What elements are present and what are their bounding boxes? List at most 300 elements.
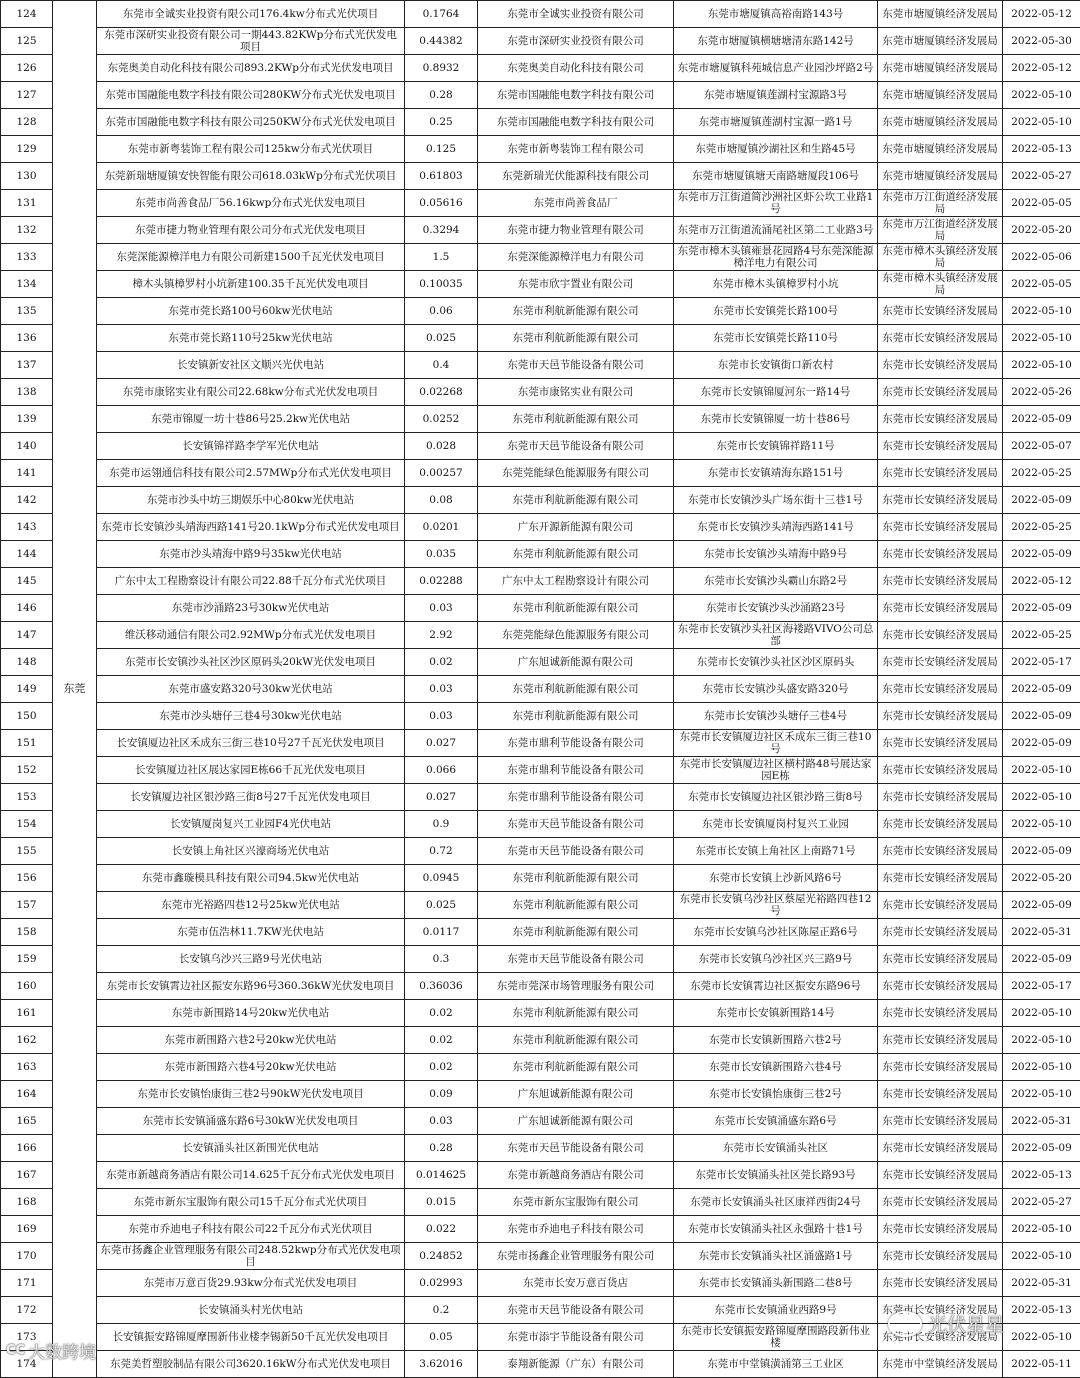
capacity-cell: 0.00257 [405, 460, 478, 487]
project-name-cell: 长安镇厦边社区禾成东三街三巷10号27千瓦光伏发电项目 [97, 730, 405, 757]
date-cell: 2022-05-26 [1003, 379, 1080, 406]
company-cell: 东莞市利航新能源有限公司 [478, 1000, 674, 1027]
project-name-cell: 东莞市沙头靖海中路9号35kw光伏电站 [97, 541, 405, 568]
project-name-cell: 东莞市运翎通信科技有限公司2.57MWp分布式光伏发电项目 [97, 460, 405, 487]
address-cell: 东莞市长安镇新围路六巷4号 [674, 1054, 878, 1081]
table-row [1, 298, 1080, 325]
department-cell: 东莞市万江街道经济发展局 [878, 217, 1003, 244]
capacity-cell: 0.36036 [405, 973, 478, 1000]
capacity-cell: 0.3294 [405, 217, 478, 244]
address-cell: 东莞市长安镇沙头社区海褛路VIVO公司总部 [674, 622, 878, 649]
company-cell: 东莞奥美自动化科技有限公司 [478, 55, 674, 82]
address-cell: 东莞市长安镇乌沙社区陈屋正路6号 [674, 919, 878, 946]
row-number-cell: 170 [1, 1243, 53, 1270]
project-name-cell: 东莞奥美自动化科技有限公司893.2KWp分布式光伏发电项目 [97, 55, 405, 82]
row-number-cell: 144 [1, 541, 53, 568]
date-cell: 2022-05-05 [1003, 190, 1080, 217]
table-row [1, 892, 1080, 919]
address-cell: 东莞市长安镇厦边社区银沙路三街8号 [674, 784, 878, 811]
department-cell: 东莞市长安镇经济发展局 [878, 514, 1003, 541]
department-cell: 东莞市塘厦镇经济发展局 [878, 136, 1003, 163]
address-cell: 东莞市长安镇厦岗村复兴工业园 [674, 811, 878, 838]
project-name-cell: 长安镇新安社区文顺兴光伏电站 [97, 352, 405, 379]
table-row [1, 1351, 1080, 1378]
table-row [1, 1000, 1080, 1027]
company-cell: 东莞市欣宇置业有限公司 [478, 271, 674, 298]
department-cell: 东莞市长安镇经济发展局 [878, 379, 1003, 406]
address-cell: 东莞市樟木头镇樟罗村小坑 [674, 271, 878, 298]
project-name-cell: 东莞市全诚实业投资有限公司176.4kw分布式光伏项目 [97, 1, 405, 28]
capacity-cell: 0.05616 [405, 190, 478, 217]
table-row [1, 838, 1080, 865]
department-cell: 东莞市长安镇经济发展局 [878, 1027, 1003, 1054]
row-number-cell: 143 [1, 514, 53, 541]
row-number-cell: 172 [1, 1297, 53, 1324]
capacity-cell: 0.02 [405, 1027, 478, 1054]
city-cell: 东莞 [53, 1, 97, 1378]
capacity-cell: 0.02993 [405, 1270, 478, 1297]
capacity-cell: 0.2 [405, 1297, 478, 1324]
address-cell: 东莞市樟木头镇雍景花园路4号东莞深能源樟洋电力有限公司 [674, 244, 878, 271]
department-cell: 东莞市长安镇经济发展局 [878, 1054, 1003, 1081]
date-cell: 2022-05-10 [1003, 784, 1080, 811]
table-row [1, 1270, 1080, 1297]
date-cell: 2022-05-12 [1003, 1, 1080, 28]
address-cell: 东莞市长安镇沙头塘仔三巷4号 [674, 703, 878, 730]
project-name-cell: 维沃移动通信有限公司2.92MWp分布式光伏发电项目 [97, 622, 405, 649]
address-cell: 东莞市长安镇涌头新围路二巷8号 [674, 1270, 878, 1297]
date-cell: 2022-05-10 [1003, 1081, 1080, 1108]
address-cell: 东莞市长安镇涌盛东路6号 [674, 1108, 878, 1135]
table-row [1, 352, 1080, 379]
capacity-cell: 0.0252 [405, 406, 478, 433]
capacity-cell: 0.02268 [405, 379, 478, 406]
date-cell: 2022-05-09 [1003, 838, 1080, 865]
capacity-cell: 0.28 [405, 82, 478, 109]
department-cell: 东莞市长安镇经济发展局 [878, 595, 1003, 622]
date-cell: 2022-05-09 [1003, 730, 1080, 757]
date-cell: 2022-05-12 [1003, 568, 1080, 595]
project-name-cell: 东莞市康铭实业有限公司22.68kw分布式光伏发电项目 [97, 379, 405, 406]
address-cell: 东莞市长安镇涌头社区永强路十巷1号 [674, 1216, 878, 1243]
address-cell: 东莞市长安镇锦厦一坊十巷86号 [674, 406, 878, 433]
capacity-cell: 0.02288 [405, 568, 478, 595]
address-cell: 东莞市长安镇涌头社区 [674, 1135, 878, 1162]
project-name-cell: 长安镇涌头村光伏电站 [97, 1297, 405, 1324]
date-cell: 2022-05-11 [1003, 1351, 1080, 1378]
watermark-right [888, 1310, 1004, 1337]
project-name-cell: 东莞美哲塑胶制品有限公司3620.16kW分布式光伏发电项目 [97, 1351, 405, 1378]
date-cell: 2022-05-30 [1003, 28, 1080, 55]
address-cell: 东莞市中堂镇潢涌第三工业区 [674, 1351, 878, 1378]
department-cell: 东莞市长安镇经济发展局 [878, 811, 1003, 838]
department-cell: 东莞市长安镇经济发展局 [878, 433, 1003, 460]
department-cell: 东莞市长安镇经济发展局 [878, 973, 1003, 1000]
company-cell: 东莞市利航新能源有限公司 [478, 1027, 674, 1054]
capacity-cell: 3.62016 [405, 1351, 478, 1378]
table-row [1, 28, 1080, 55]
department-cell: 东莞市长安镇经济发展局 [878, 1270, 1003, 1297]
date-cell: 2022-05-17 [1003, 649, 1080, 676]
department-cell: 东莞市长安镇经济发展局 [878, 730, 1003, 757]
project-name-cell: 长安镇锦祥路李学军光伏电站 [97, 433, 405, 460]
address-cell: 东莞市长安镇厦边社区禾成东三街三巷10号 [674, 730, 878, 757]
capacity-cell: 0.1764 [405, 1, 478, 28]
date-cell: 2022-05-10 [1003, 82, 1080, 109]
company-cell: 东莞市利航新能源有限公司 [478, 676, 674, 703]
row-number-cell: 128 [1, 109, 53, 136]
address-cell: 东莞市长安镇莞长路110号 [674, 325, 878, 352]
address-cell: 东莞市长安镇街口新农村 [674, 352, 878, 379]
date-cell: 2022-05-25 [1003, 622, 1080, 649]
row-number-cell: 139 [1, 406, 53, 433]
address-cell: 东莞市长安镇靖海东路151号 [674, 460, 878, 487]
date-cell: 2022-05-09 [1003, 676, 1080, 703]
table-row [1, 460, 1080, 487]
company-cell: 东莞市天邑节能设备有限公司 [478, 946, 674, 973]
capacity-cell: 0.44382 [405, 28, 478, 55]
company-cell: 广东旭诚新能源有限公司 [478, 649, 674, 676]
department-cell: 东莞市长安镇经济发展局 [878, 325, 1003, 352]
address-cell: 东莞市长安镇锦厦河东一路14号 [674, 379, 878, 406]
row-number-cell: 171 [1, 1270, 53, 1297]
table-row [1, 244, 1080, 271]
capacity-cell: 0.028 [405, 433, 478, 460]
date-cell: 2022-05-09 [1003, 595, 1080, 622]
address-cell: 东莞市长安镇涌业西路9号 [674, 1297, 878, 1324]
department-cell: 东莞市长安镇经济发展局 [878, 757, 1003, 784]
table-row [1, 109, 1080, 136]
date-cell: 2022-05-27 [1003, 163, 1080, 190]
department-cell: 东莞市长安镇经济发展局 [878, 1135, 1003, 1162]
watermark-left [6, 1338, 96, 1363]
department-cell: 东莞市长安镇经济发展局 [878, 865, 1003, 892]
department-cell: 东莞市长安镇经济发展局 [878, 1216, 1003, 1243]
row-number-cell: 127 [1, 82, 53, 109]
date-cell: 2022-05-10 [1003, 1216, 1080, 1243]
capacity-cell: 2.92 [405, 622, 478, 649]
address-cell: 东莞市长安镇沙头广场东街十三巷1号 [674, 487, 878, 514]
date-cell: 2022-05-10 [1003, 1054, 1080, 1081]
company-cell: 东莞市天邑节能设备有限公司 [478, 352, 674, 379]
company-cell: 东莞深能源樟洋电力有限公司 [478, 244, 674, 271]
row-number-cell: 147 [1, 622, 53, 649]
department-cell: 东莞市塘厦镇经济发展局 [878, 109, 1003, 136]
company-cell: 广东旭诚新能源有限公司 [478, 1108, 674, 1135]
address-cell: 东莞市长安镇涌头社区康祥西街24号 [674, 1189, 878, 1216]
company-cell: 东莞市鼎利节能设备有限公司 [478, 730, 674, 757]
date-cell: 2022-05-06 [1003, 244, 1080, 271]
row-number-cell: 130 [1, 163, 53, 190]
table-row [1, 487, 1080, 514]
company-cell: 东莞市捷力物业管理有限公司 [478, 217, 674, 244]
company-cell: 东莞市利航新能源有限公司 [478, 919, 674, 946]
row-number-cell: 166 [1, 1135, 53, 1162]
table-row [1, 1, 1080, 28]
date-cell: 2022-05-10 [1003, 757, 1080, 784]
company-cell: 东莞市乔迪电子科技有限公司 [478, 1216, 674, 1243]
project-name-cell: 长安镇上角社区兴濠商场光伏电站 [97, 838, 405, 865]
date-cell: 2022-05-10 [1003, 325, 1080, 352]
table-row [1, 190, 1080, 217]
project-name-cell: 东莞市万意百货29.93kw分布式光伏发电项目 [97, 1270, 405, 1297]
company-cell: 东莞市天邑节能设备有限公司 [478, 1297, 674, 1324]
row-number-cell: 168 [1, 1189, 53, 1216]
project-name-cell: 东莞市盛安路320号30kw光伏电站 [97, 676, 405, 703]
department-cell: 东莞市长安镇经济发展局 [878, 298, 1003, 325]
date-cell: 2022-05-20 [1003, 865, 1080, 892]
table-row [1, 730, 1080, 757]
capacity-cell: 0.035 [405, 541, 478, 568]
table-row [1, 1054, 1080, 1081]
row-number-cell: 148 [1, 649, 53, 676]
date-cell: 2022-05-10 [1003, 109, 1080, 136]
capacity-cell: 0.027 [405, 730, 478, 757]
company-cell: 东莞市国融能电数字科技有限公司 [478, 82, 674, 109]
table-row [1, 946, 1080, 973]
company-cell: 广东开源新能源有限公司 [478, 514, 674, 541]
project-name-cell: 东莞市沙头塘仔三巷4号30kw光伏电站 [97, 703, 405, 730]
company-cell: 东莞市天邑节能设备有限公司 [478, 1135, 674, 1162]
row-number-cell: 164 [1, 1081, 53, 1108]
date-cell: 2022-05-09 [1003, 487, 1080, 514]
project-name-cell: 东莞市国融能电数字科技有限公司250KW分布式光伏发电项目 [97, 109, 405, 136]
watermark-right-text: 光伏星星 [928, 1310, 1004, 1337]
table-row [1, 55, 1080, 82]
date-cell: 2022-05-09 [1003, 703, 1080, 730]
company-cell: 东莞市利航新能源有限公司 [478, 865, 674, 892]
row-number-cell: 133 [1, 244, 53, 271]
address-cell: 东莞市长安镇新围路14号 [674, 1000, 878, 1027]
company-cell: 东莞莞能绿色能源服务有限公司 [478, 460, 674, 487]
capacity-cell: 0.02 [405, 1000, 478, 1027]
project-name-cell: 长安镇乌沙兴三路9号光伏电站 [97, 946, 405, 973]
table-row [1, 136, 1080, 163]
date-cell: 2022-05-13 [1003, 1297, 1080, 1324]
table-row [1, 784, 1080, 811]
capacity-cell: 0.0117 [405, 919, 478, 946]
table-row [1, 595, 1080, 622]
department-cell: 东莞市长安镇经济发展局 [878, 703, 1003, 730]
company-cell: 东莞市鼎利节能设备有限公司 [478, 757, 674, 784]
chat-bubble-icon [888, 1311, 922, 1337]
address-cell: 东莞市长安镇怡康街三巷2号 [674, 1081, 878, 1108]
company-cell: 东莞市康铭实业有限公司 [478, 379, 674, 406]
capacity-cell: 0.03 [405, 703, 478, 730]
project-name-cell: 东莞市扬鑫企业管理服务有限公司248.52kwp分布式光伏发电项目 [97, 1243, 405, 1270]
capacity-cell: 0.06 [405, 298, 478, 325]
row-number-cell: 125 [1, 28, 53, 55]
address-cell: 东莞市长安镇涌头社区涌盛路1号 [674, 1243, 878, 1270]
address-cell: 东莞市塘厦镇横塘塘清东路142号 [674, 28, 878, 55]
project-name-cell: 东莞市莞长路100号60kw光伏电站 [97, 298, 405, 325]
row-number-cell: 138 [1, 379, 53, 406]
department-cell: 东莞市长安镇经济发展局 [878, 1081, 1003, 1108]
table-row [1, 622, 1080, 649]
company-cell: 广东旭诚新能源有限公司 [478, 1081, 674, 1108]
table-row [1, 163, 1080, 190]
row-number-cell: 156 [1, 865, 53, 892]
date-cell: 2022-05-31 [1003, 1108, 1080, 1135]
company-cell: 东莞莞能绿色能源服务有限公司 [478, 622, 674, 649]
address-cell: 东莞市塘厦镇沙湖社区和生路45号 [674, 136, 878, 163]
department-cell: 东莞市塘厦镇经济发展局 [878, 163, 1003, 190]
company-cell: 东莞市利航新能源有限公司 [478, 595, 674, 622]
company-cell: 东莞市天邑节能设备有限公司 [478, 433, 674, 460]
table-row [1, 703, 1080, 730]
date-cell: 2022-05-25 [1003, 460, 1080, 487]
table-row [1, 514, 1080, 541]
row-number-cell: 155 [1, 838, 53, 865]
department-cell: 东莞市长安镇经济发展局 [878, 946, 1003, 973]
project-name-cell: 东莞市新粤装饰工程有限公司125kw分布式光伏项目 [97, 136, 405, 163]
row-number-cell: 126 [1, 55, 53, 82]
row-number-cell: 150 [1, 703, 53, 730]
company-cell: 东莞市利航新能源有限公司 [478, 703, 674, 730]
project-name-cell: 东莞市长安镇霄边社区振安东路96号360.36kW光伏发电项目 [97, 973, 405, 1000]
watermark-logo: CC [6, 1343, 25, 1358]
address-cell: 东莞市塘厦镇高裕南路143号 [674, 1, 878, 28]
capacity-cell: 0.3 [405, 946, 478, 973]
row-number-cell: 173 [1, 1324, 53, 1351]
row-number-cell: 129 [1, 136, 53, 163]
project-name-cell: 东莞市沙涌路23号30kw光伏电站 [97, 595, 405, 622]
department-cell: 东莞市中堂镇经济发展局 [878, 1351, 1003, 1378]
address-cell: 东莞市长安镇锦祥路11号 [674, 433, 878, 460]
capacity-cell: 0.08 [405, 487, 478, 514]
department-cell: 东莞市长安镇经济发展局 [878, 541, 1003, 568]
date-cell: 2022-05-10 [1003, 298, 1080, 325]
company-cell: 泰翔新能源（广东）有限公司 [478, 1351, 674, 1378]
capacity-cell: 0.61803 [405, 163, 478, 190]
date-cell: 2022-05-10 [1003, 1243, 1080, 1270]
capacity-cell: 0.03 [405, 676, 478, 703]
capacity-cell: 0.015 [405, 1189, 478, 1216]
company-cell: 东莞市国融能电数字科技有限公司 [478, 109, 674, 136]
department-cell: 东莞市长安镇经济发展局 [878, 784, 1003, 811]
row-number-cell: 137 [1, 352, 53, 379]
company-cell: 东莞市新粤装饰工程有限公司 [478, 136, 674, 163]
date-cell: 2022-05-27 [1003, 1189, 1080, 1216]
table-row [1, 1189, 1080, 1216]
table-row [1, 649, 1080, 676]
table-row [1, 1108, 1080, 1135]
project-name-cell: 东莞市新围路六巷4号20kw光伏电站 [97, 1054, 405, 1081]
company-cell: 东莞市新东宝服饰有限公司 [478, 1189, 674, 1216]
date-cell: 2022-05-09 [1003, 946, 1080, 973]
capacity-cell: 0.10035 [405, 271, 478, 298]
row-number-cell: 163 [1, 1054, 53, 1081]
department-cell: 东莞市万江街道经济发展局 [878, 190, 1003, 217]
capacity-cell: 0.09 [405, 1081, 478, 1108]
capacity-cell: 0.25 [405, 109, 478, 136]
company-cell: 东莞市扬鑫企业管理服务有限公司 [478, 1243, 674, 1270]
row-number-cell: 159 [1, 946, 53, 973]
project-name-cell: 东莞市长安镇怡康街三巷2号90kW光伏发电项目 [97, 1081, 405, 1108]
project-name-cell: 广东中太工程勘察设计有限公司22.88千瓦分布式光伏项目 [97, 568, 405, 595]
table-row [1, 541, 1080, 568]
address-cell: 东莞市长安镇上沙新风路6号 [674, 865, 878, 892]
capacity-cell: 0.28 [405, 1135, 478, 1162]
capacity-cell: 1.5 [405, 244, 478, 271]
project-name-cell: 东莞市捷力物业管理有限公司分布式光伏发电项目 [97, 217, 405, 244]
project-name-cell: 东莞市深研实业投资有限公司一期443.82KWp分布式光伏发电项目 [97, 28, 405, 55]
row-number-cell: 146 [1, 595, 53, 622]
department-cell: 东莞市长安镇经济发展局 [878, 1243, 1003, 1270]
department-cell: 东莞市塘厦镇经济发展局 [878, 28, 1003, 55]
department-cell: 东莞市长安镇经济发展局 [878, 1108, 1003, 1135]
table-row [1, 865, 1080, 892]
row-number-cell: 132 [1, 217, 53, 244]
capacity-cell: 0.4 [405, 352, 478, 379]
project-name-cell: 东莞市沙头中坊三期娱乐中心80kw光伏电站 [97, 487, 405, 514]
capacity-cell: 0.03 [405, 1108, 478, 1135]
date-cell: 2022-05-31 [1003, 1270, 1080, 1297]
table-row [1, 1135, 1080, 1162]
table-row [1, 1081, 1080, 1108]
project-name-cell: 东莞市新东宝服饰有限公司15千瓦分布式光伏项目 [97, 1189, 405, 1216]
row-number-cell: 134 [1, 271, 53, 298]
capacity-cell: 0.02 [405, 649, 478, 676]
address-cell: 东莞市长安镇沙头盛安路320号 [674, 676, 878, 703]
row-number-cell: 136 [1, 325, 53, 352]
company-cell: 东莞市利航新能源有限公司 [478, 406, 674, 433]
table-row [1, 811, 1080, 838]
capacity-cell: 0.02 [405, 1054, 478, 1081]
address-cell: 东莞市塘厦镇莲湖村宝源路3号 [674, 82, 878, 109]
row-number-cell: 142 [1, 487, 53, 514]
project-name-cell: 东莞市锦厦一坊十巷86号25.2kw光伏电站 [97, 406, 405, 433]
date-cell: 2022-05-12 [1003, 55, 1080, 82]
row-number-cell: 169 [1, 1216, 53, 1243]
capacity-cell: 0.0945 [405, 865, 478, 892]
row-number-cell: 154 [1, 811, 53, 838]
row-number-cell: 151 [1, 730, 53, 757]
address-cell: 东莞市塘厦镇科苑城信息产业园沙坪路2号 [674, 55, 878, 82]
date-cell: 2022-05-10 [1003, 811, 1080, 838]
department-cell: 东莞市长安镇经济发展局 [878, 1189, 1003, 1216]
table-row [1, 1243, 1080, 1270]
address-cell: 东莞市长安镇涌头社区莞长路93号 [674, 1162, 878, 1189]
table-row [1, 973, 1080, 1000]
department-cell: 东莞市长安镇经济发展局 [878, 1162, 1003, 1189]
table-row [1, 379, 1080, 406]
table-body [1, 1, 1080, 1378]
company-cell: 东莞市莞深市场管理服务有限公司 [478, 973, 674, 1000]
company-cell: 东莞市深研实业投资有限公司 [478, 28, 674, 55]
department-cell: 东莞市长安镇经济发展局 [878, 460, 1003, 487]
capacity-cell: 0.014625 [405, 1162, 478, 1189]
company-cell: 东莞市利航新能源有限公司 [478, 325, 674, 352]
row-number-cell: 124 [1, 1, 53, 28]
date-cell: 2022-05-13 [1003, 1162, 1080, 1189]
address-cell: 东莞市长安镇乌沙社区兴三路9号 [674, 946, 878, 973]
capacity-cell: 0.9 [405, 811, 478, 838]
project-name-cell: 东莞市新围路14号20kw光伏电站 [97, 1000, 405, 1027]
project-name-cell: 东莞市长安镇沙头社区沙区原码头20kW光伏发电项目 [97, 649, 405, 676]
company-cell: 东莞市尚善食品厂 [478, 190, 674, 217]
address-cell: 东莞市万江街道简沙洲社区虾公坎工业路1号 [674, 190, 878, 217]
row-number-cell: 153 [1, 784, 53, 811]
table-row [1, 919, 1080, 946]
row-number-cell: 160 [1, 973, 53, 1000]
address-cell: 东莞市万江街道流涌尾社区第二工业路3号 [674, 217, 878, 244]
department-cell: 东莞市樟木头镇经济发展局 [878, 244, 1003, 271]
department-cell: 东莞市长安镇经济发展局 [878, 676, 1003, 703]
row-number-cell: 140 [1, 433, 53, 460]
project-name-cell: 东莞市伍浩林11.7KW光伏电站 [97, 919, 405, 946]
address-cell: 东莞市长安镇新围路六巷2号 [674, 1027, 878, 1054]
